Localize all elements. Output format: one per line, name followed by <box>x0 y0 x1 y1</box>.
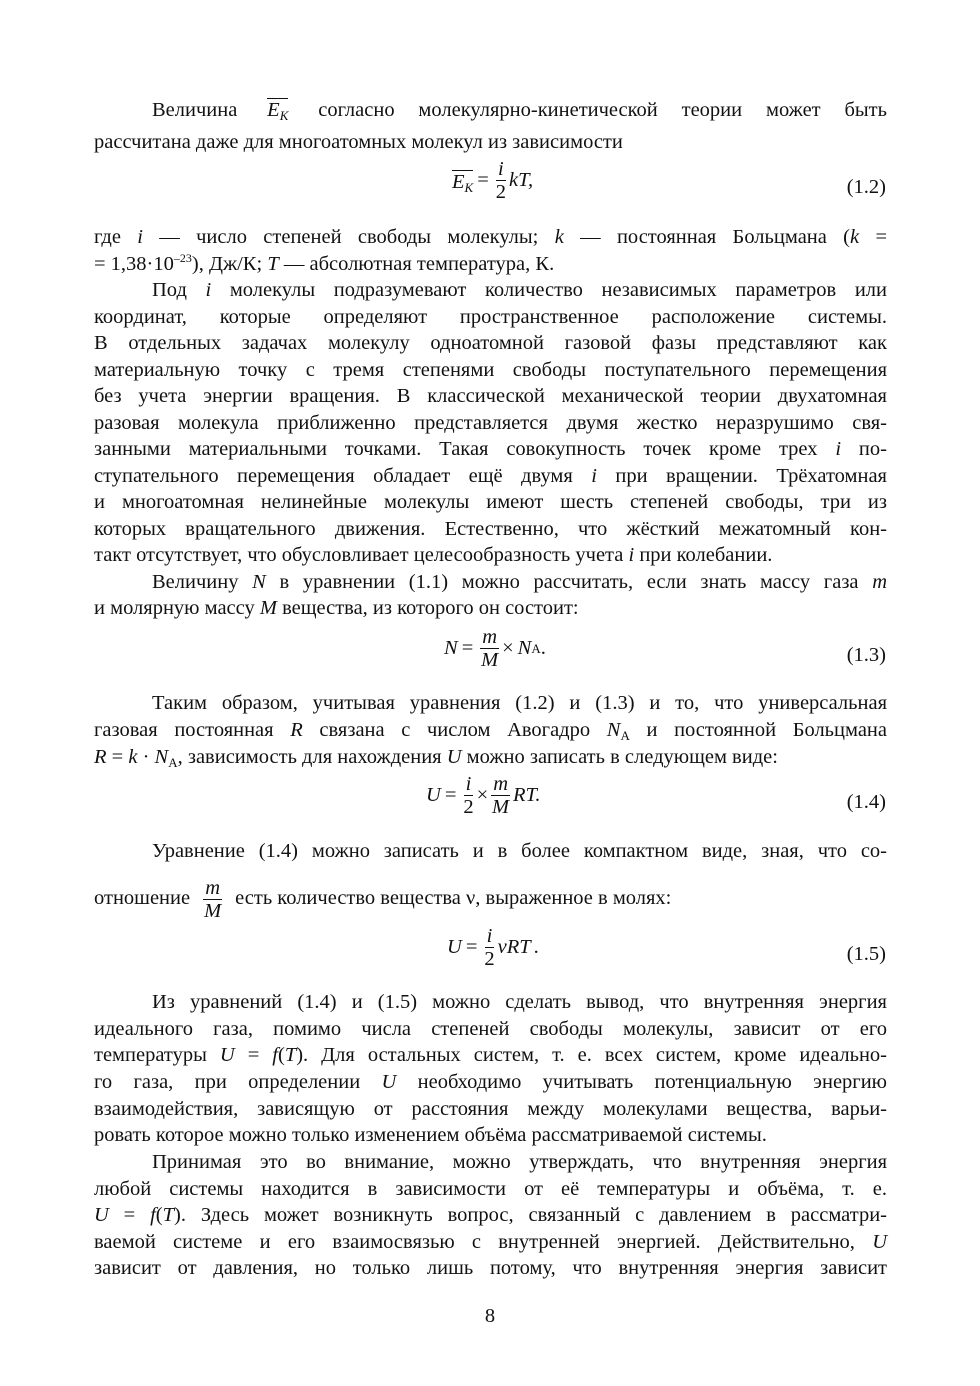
text-line: и многоатомная нелинейные молекулы имеют шесть степеней свободы, три из <box>94 491 887 513</box>
text-line: Из уравнений (1.4) и (1.5) можно сделать вывод, что внутренняя энергия <box>152 991 887 1013</box>
page-number: 8 <box>484 1305 496 1327</box>
text-line: го газа, при определении U необходимо учитывать потенциальную энергию <box>94 1071 887 1093</box>
text-line: без учета энергии вращения. В классической механической теории двухатомная <box>94 385 887 407</box>
text-line: рассчитана даже для многоатомных молекул из зависимости <box>94 131 623 153</box>
fraction: $\frac{m}{M}$ <box>492 773 510 818</box>
equation-term: U <box>426 784 441 806</box>
equation-term: kT, <box>509 169 534 191</box>
text-line: = $1,38\cdot 10^{-23}$), Дж/К; T — абсолютная температура, К. <box>94 251 555 275</box>
text-line: отношение $\frac{m}{M}$ есть количество вещества ν, выраженное в молях: <box>94 877 672 922</box>
fraction: $\frac{i}{2}$ <box>463 773 474 818</box>
italic-symbol: U <box>219 1044 235 1066</box>
text-line: координат, которые определяют пространственное расположение системы. <box>94 306 887 328</box>
text-line: температуры U = f(T). Для остальных систем, т. е. всех систем, кроме идеально- <box>94 1044 887 1066</box>
text-line: идеального газа, помимо числа степеней свободы молекулы, зависит от его <box>94 1018 887 1040</box>
text-line: Таким образом, учитывая уравнения (1.2) и (1.3) и то, что универсальная <box>152 692 887 714</box>
equals-sign: = <box>444 784 457 806</box>
italic-symbol: T <box>267 253 279 275</box>
italic-symbol: N <box>606 719 621 741</box>
text-line: взаимодействия, зависящую от расстояния между молекулами вещества, варьи- <box>94 1098 887 1120</box>
italic-symbol: f <box>150 1204 156 1226</box>
text-line: занными материальными точками. Такая совокупность точек кроме трех i по- <box>94 438 887 460</box>
times-sign: × <box>476 784 489 806</box>
equation-1-5 <box>0 925 980 985</box>
equation-number: (1.4) <box>846 791 886 813</box>
mean-energy-symbol: $E_K$ <box>452 170 474 195</box>
subscript: A <box>620 728 630 743</box>
fraction: $\frac{m}{M}$ <box>481 626 499 671</box>
fraction: $\frac{i}{2}$ <box>484 925 495 970</box>
period: . <box>533 936 539 958</box>
equation-term: U <box>447 936 462 958</box>
text-line: Уравнение (1.4) можно записать и в более компактном виде, зная, что со- <box>152 840 887 862</box>
inline-fraction: $\frac{m}{M}$ <box>204 877 222 922</box>
equation-number: (1.3) <box>846 644 886 666</box>
italic-symbol: i <box>591 465 597 487</box>
text-line: Величина $E_K$ согласно молекулярно-кинетической теории может быть <box>152 99 887 123</box>
text-line: которых вращательного движения. Естественно, что жёсткий межатомный кон- <box>94 518 887 540</box>
italic-symbol: m <box>872 571 887 593</box>
text-line: где i — число степеней свободы молекулы; k — постоянная Больцмана (k = <box>94 226 888 248</box>
italic-symbol: T <box>284 1044 297 1066</box>
text-line: $R = k \cdot N_A$, зависимость для нахождения U можно записать в следующем виде: <box>94 746 778 770</box>
text-line: Принимая это во внимание, можно утверждать, что внутренняя энергия <box>152 1151 887 1173</box>
text-line: зависит от давления, но только лишь потому, что внутренняя энергия зависит <box>94 1257 887 1279</box>
equation-number: (1.2) <box>846 176 886 198</box>
italic-symbol: U <box>381 1071 397 1093</box>
italic-symbol: R <box>290 719 303 741</box>
italic-symbol: i <box>835 438 842 460</box>
italic-symbol: N <box>252 571 266 593</box>
italic-symbol: R <box>94 746 107 768</box>
equation-term: νRT <box>497 936 531 958</box>
italic-symbol: U <box>94 1204 109 1226</box>
text-line: разовая молекула приближенно представляется двумя жестко неразрушимо свя- <box>94 412 887 434</box>
equation-number: (1.5) <box>846 943 886 965</box>
italic-symbol: T <box>162 1204 175 1226</box>
text-line: Величину N в уравнении (1.1) можно рассчитать, если знать массу газа m <box>152 571 887 593</box>
italic-symbol: i <box>628 544 635 566</box>
equals-sign: = <box>461 637 474 659</box>
text-line: U = f(T). Здесь может возникнуть вопрос, связанный с давлением в рассматри- <box>94 1204 887 1226</box>
italic-symbol: k <box>128 746 138 768</box>
italic-symbol: i <box>205 279 212 301</box>
fraction: $\frac{i}{2}$ <box>495 158 507 203</box>
italic-symbol: i <box>137 226 143 248</box>
text-line: такт отсутствует, что обусловливает целесообразность учета i при колебании. <box>94 544 773 566</box>
text-line: любой системы находится в зависимости от её температуры и объёма, т. е. <box>94 1178 887 1200</box>
text-line: и молярную массу M вещества, из которого он состоит: <box>94 597 579 619</box>
equation-1-3: N = $\frac{m}{M}$ × N A . (1.3) <box>444 626 886 671</box>
mean-energy-symbol: $E_K$ <box>267 99 289 123</box>
equation-term: N <box>517 637 532 659</box>
times-sign: × <box>502 637 514 659</box>
text-line: ровать которое можно только изменением объёма рассматриваемой системы. <box>94 1124 767 1146</box>
italic-symbol: f <box>272 1044 278 1066</box>
equals-sign: = <box>465 936 478 958</box>
text-line: газовая постоянная R связана с числом Авогадро $N_A$ и постоянной Больцмана <box>94 719 887 743</box>
equation-term: N <box>444 637 458 659</box>
italic-symbol: M <box>259 597 277 619</box>
superscript: –23 <box>173 251 192 265</box>
period: . <box>540 637 546 659</box>
equation-term: RT. <box>513 784 541 806</box>
italic-symbol: k <box>554 226 564 248</box>
text-line: Под i молекулы подразумевают количество независимых параметров или <box>152 279 887 301</box>
italic-symbol: N <box>154 746 169 768</box>
subscript: A <box>168 755 178 770</box>
text-line: ступательного перемещения обладает ещё двумя i при вращении. Трёхатомная <box>94 465 887 487</box>
equation-1-2 <box>0 158 980 218</box>
italic-symbol: U <box>872 1231 887 1253</box>
text-line: В отдельных задачах молекулу одноатомной газовой фазы представляют как <box>94 332 887 354</box>
text-line: ваемой системе и его взаимосвязью с внутренней энергией. Действительно, U <box>94 1231 887 1253</box>
italic-symbol: U <box>446 746 462 768</box>
italic-symbol: k <box>850 226 860 248</box>
equals-sign: = <box>477 169 489 191</box>
equation-1-4 <box>0 773 980 833</box>
text-line: материальную точку с тремя степенями свободы поступательного перемещения <box>94 359 887 381</box>
